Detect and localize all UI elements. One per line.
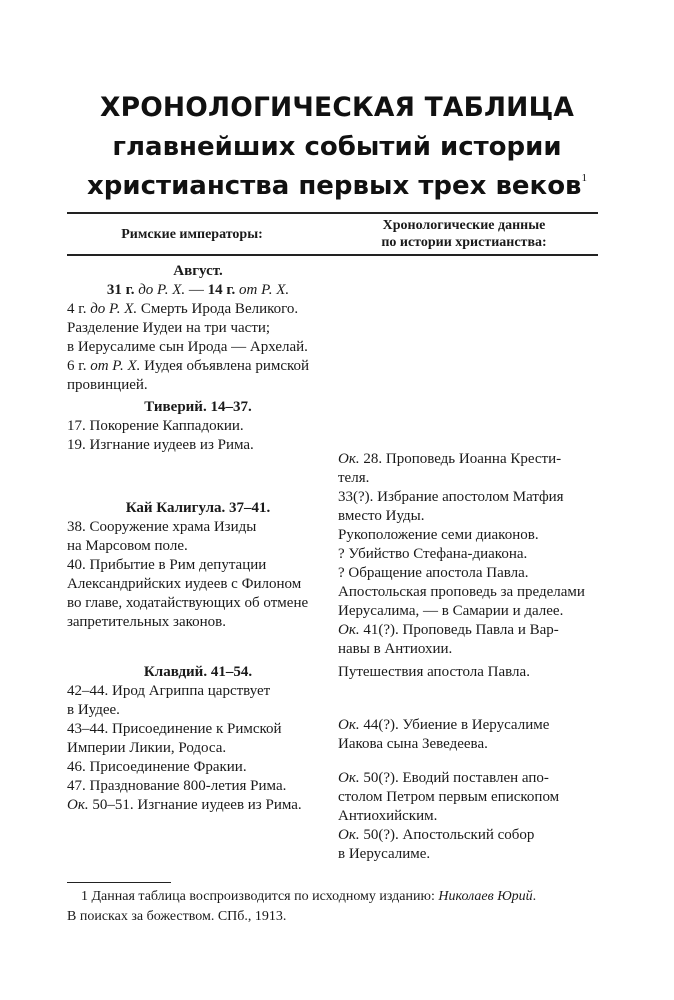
emperor-caligula-block <box>67 499 329 632</box>
event-line: Ок. 50(?). Апостольский собор <box>338 827 535 843</box>
emperor-name: Тиверий. 14–37. <box>144 399 252 415</box>
event-line: Ок. 28. Проповедь Иоанна Крести- <box>338 451 562 467</box>
event-line: Иерусалима, — в Самарии и далее. <box>338 603 564 619</box>
event-line: Антиохийским. <box>338 808 438 824</box>
event-line: 33(?). Избрание апостолом Матфия <box>338 489 564 505</box>
event-line: навы в Антиохии. <box>338 641 453 657</box>
event-line: в Иерусалиме. <box>338 846 431 862</box>
footnote-line: В поисках за божеством. СПб., 1913. <box>67 909 287 924</box>
column-header-line: Хронологические данные <box>382 218 546 233</box>
footnote-line: 1 Данная таблица воспроизводится по исходному изданию: Николаев Юрий. <box>81 889 537 904</box>
emperor-name: Клавдий. 41–54. <box>143 664 253 680</box>
footnote-rule <box>67 882 171 883</box>
page-subtitle-line-2 <box>0 171 674 201</box>
event-line: Апостольская проповедь за пределами <box>338 584 585 600</box>
event-line: Ок. 50–51. Изгнание иудеев из Рима. <box>67 797 302 813</box>
event-line: Ок. 44(?). Убиение в Иерусалиме <box>338 717 550 733</box>
emperor-augustus-block <box>67 262 329 395</box>
event-line: 6 г. от Р. Х. Иудея объявлена римской <box>67 358 310 374</box>
footnote-marker: 1 <box>581 172 588 184</box>
event-line: провинцией. <box>67 377 148 393</box>
emperor-name: Кай Калигула. 37–41. <box>125 500 271 516</box>
event-line: запретительных законов. <box>67 614 227 630</box>
event-line: теля. <box>338 470 370 486</box>
page-subtitle-line-1: главнейших событий истории <box>112 132 562 162</box>
page-title: ХРОНОЛОГИЧЕСКАЯ ТАБЛИЦА <box>99 92 575 123</box>
christianity-block-3 <box>338 716 600 754</box>
era-label: от Р. Х. <box>239 282 290 298</box>
event-line: Рукоположение семи диаконов. <box>338 527 539 543</box>
event-line: 42–44. Ирод Агриппа царствует <box>67 683 271 699</box>
event-line: Иакова сына Зеведеева. <box>338 736 488 752</box>
event-line: Ок. 50(?). Еводий поставлен апо- <box>338 770 549 786</box>
footnote <box>67 887 598 927</box>
emperor-name: Август. <box>173 263 223 279</box>
emperor-years <box>67 281 329 300</box>
column-header-emperors: Римские императоры: <box>121 227 263 242</box>
event-line: в Иудее. <box>67 702 120 718</box>
dash: — <box>185 282 208 298</box>
footnote-author: Николаев Юрий <box>438 889 533 904</box>
event-line: 4 г. до Р. Х. Смерть Ирода Великого. <box>67 301 299 317</box>
era-label: до Р. Х. <box>138 282 186 298</box>
year-end: 14 г. <box>207 282 236 298</box>
year-start: 31 г. <box>106 282 135 298</box>
event-line: в Иерусалиме сын Ирода — Архелай. <box>67 339 308 355</box>
event-line: 46. Присоединение Фракии. <box>67 759 247 775</box>
emperor-tiberius-block <box>67 398 329 455</box>
event-line: 19. Изгнание иудеев из Рима. <box>67 437 254 453</box>
event-line: Ок. 41(?). Проповедь Павла и Вар- <box>338 622 559 638</box>
event-line: Империи Ликии, Родоса. <box>67 740 227 756</box>
christianity-block-4 <box>338 769 600 864</box>
christianity-block-1 <box>338 450 600 659</box>
christianity-block-2 <box>338 663 600 682</box>
footnote-number: 1 <box>81 889 88 904</box>
event-line: ? Обращение апостола Павла. <box>338 565 529 581</box>
table-header-rule <box>67 254 598 256</box>
event-line: столом Петром первым епископом <box>338 789 560 805</box>
subtitle-text: христианства первых трех веков <box>86 171 582 201</box>
event-line: 43–44. Присоединение к Римской <box>67 721 282 737</box>
emperor-claudius-block <box>67 663 329 815</box>
event-line: Разделение Иудеи на три части; <box>67 320 271 336</box>
event-line: 38. Сооружение храма Изиды <box>67 519 257 535</box>
event-line: на Марсовом поле. <box>67 538 188 554</box>
event-line: 40. Прибытие в Рим депутации <box>67 557 267 573</box>
event-line: ? Убийство Стефана-диакона. <box>338 546 528 562</box>
event-line: во главе, ходатайствующих об отмене <box>67 595 309 611</box>
table-top-rule <box>67 212 598 214</box>
event-line: 47. Празднование 800-летия Рима. <box>67 778 287 794</box>
event-line: 17. Покорение Каппадокии. <box>67 418 244 434</box>
event-line: Путешествия апостола Павла. <box>338 664 530 680</box>
event-line: вместо Иуды. <box>338 508 425 524</box>
column-header-line: по истории христианства: <box>381 235 547 250</box>
column-header-christianity <box>330 217 598 251</box>
event-line: Александрийских иудеев с Филоном <box>67 576 302 592</box>
